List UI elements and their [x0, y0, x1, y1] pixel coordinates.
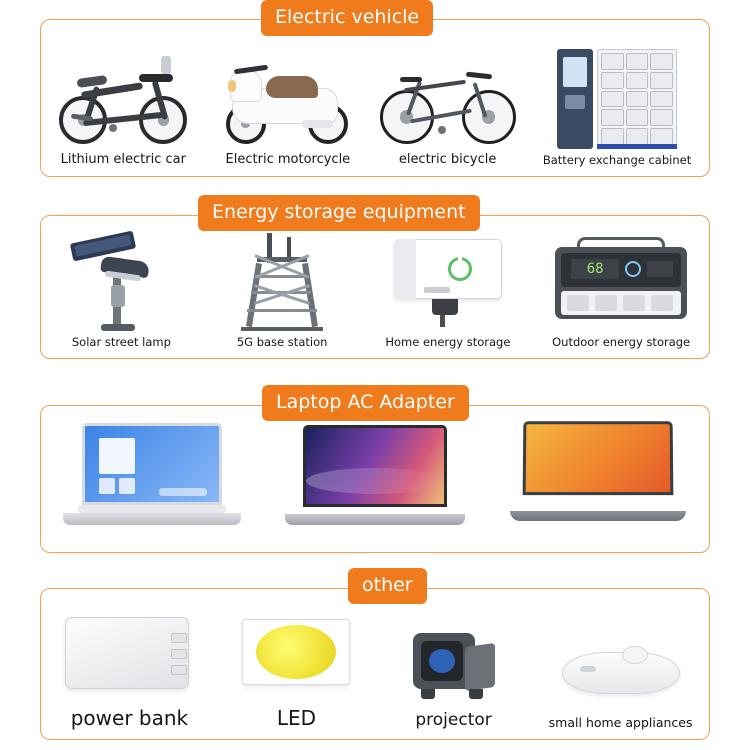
section-title-energy-storage-equipment: Energy storage equipment: [198, 195, 480, 231]
section-body-energy-storage-equipment: [40, 215, 710, 359]
item-led[interactable]: [218, 589, 375, 739]
item-label-electric-motorcycle: Electric motorcycle: [225, 152, 351, 167]
item-label-home-energy-storage: Home energy storage: [385, 335, 511, 349]
item-label-solar-street-lamp: Solar street lamp: [71, 335, 171, 349]
item-5g-base-station[interactable]: [202, 216, 362, 358]
item-label-battery-exchange-cabinet: Battery exchange cabinet: [542, 153, 692, 167]
item-list-energy-storage-equipment: [41, 216, 709, 358]
robot-vacuum-icon: [532, 589, 709, 711]
item-list-electric-vehicle: [41, 20, 709, 176]
section-title-electric-vehicle: Electric vehicle: [261, 0, 433, 36]
item-label-lithium-electric-car: Lithium electric car: [60, 152, 186, 167]
item-laptop-huawei[interactable]: [493, 406, 703, 552]
item-list-laptop-ac-adapter: [41, 406, 709, 552]
section-laptop-ac-adapter: [40, 385, 710, 565]
item-label-5g-base-station: 5G base station: [236, 335, 328, 349]
item-label-led: LED: [276, 706, 316, 730]
item-label-small-home-appliances: small home appliances: [548, 715, 693, 730]
section-title-other: other: [348, 568, 427, 604]
laptop-icon: [47, 406, 257, 539]
item-laptop-white[interactable]: [47, 406, 257, 552]
wall-inverter-icon: [363, 216, 533, 331]
item-home-energy-storage[interactable]: [363, 216, 533, 358]
led-chip-icon: [218, 589, 375, 702]
bicycle-icon: [370, 20, 525, 148]
laptop-icon: [270, 406, 480, 539]
tower-icon: [202, 216, 362, 331]
item-battery-exchange-cabinet[interactable]: [525, 20, 709, 176]
power-station-icon: 68: [534, 216, 709, 331]
projector-icon: [375, 589, 532, 706]
section-energy-storage-equipment: [40, 195, 710, 375]
section-body-other: [40, 588, 710, 740]
laptop-icon: [493, 406, 703, 539]
battery-cabinet-icon: [525, 20, 709, 149]
street-lamp-icon: [41, 216, 201, 331]
scooter-icon: [206, 20, 371, 148]
section-body-laptop-ac-adapter: [40, 405, 710, 553]
section-title-laptop-ac-adapter: Laptop AC Adapter: [262, 385, 469, 421]
item-electric-bicycle[interactable]: [370, 20, 525, 176]
item-laptop-dell[interactable]: [270, 406, 480, 552]
item-label-electric-bicycle: electric bicycle: [398, 152, 497, 167]
item-list-other: [41, 589, 709, 739]
item-outdoor-energy-storage[interactable]: [534, 216, 709, 358]
item-label-outdoor-energy-storage: Outdoor energy storage: [552, 335, 691, 349]
item-power-bank[interactable]: [41, 589, 218, 739]
power-bank-icon: [41, 589, 218, 702]
item-electric-motorcycle[interactable]: [206, 20, 371, 176]
section-electric-vehicle: [40, 0, 710, 188]
item-small-home-appliances[interactable]: [532, 589, 709, 739]
section-other: [40, 568, 710, 748]
item-label-power-bank: power bank: [70, 706, 189, 730]
item-lithium-electric-car[interactable]: [41, 20, 206, 176]
item-label-projector: projector: [415, 710, 492, 730]
item-projector[interactable]: [375, 589, 532, 739]
section-body-electric-vehicle: [40, 19, 710, 177]
item-solar-street-lamp[interactable]: [41, 216, 201, 358]
e-bike-icon: [41, 20, 206, 148]
